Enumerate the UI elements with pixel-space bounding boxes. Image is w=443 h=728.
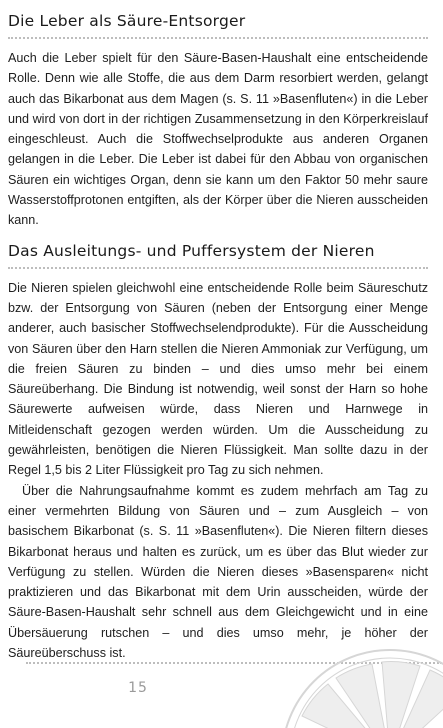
section-liver	[8, 12, 428, 231]
paragraph: Die Nieren spielen gleichwohl eine entscheidende Rolle beim Säureschutz bzw. der Entsorgung von Säuren (neben der Entsorgung einer Menge anderer, auch basischer Stoffwechselendprodukte). Für die Ausscheidung von Säuren über den Harn stellen die Nieren Ammoniak zur Verfügung, um die freien Säuren zu binden – und dies umso mehr bei einem Säureüberhang. Die Bindung ist notwendig, weil sonst der Harn so hohe Säurewerte aufweisen würde, dass Nieren und Harnwege in Mitleidenschaft gezogen werden würden. Um die Ausscheidung zu gewährleisten, benötigen die Nieren Flüssigkeit. Man sollte dazu in der Regel 1,5 bis 2 Liter Flüssigkeit pro Tag zu sich nehmen.	[8, 280, 428, 478]
section-heading-kidneys: Das Ausleitungs- und Puffersystem der Nieren	[8, 241, 375, 260]
heading-divider	[8, 37, 428, 39]
paragraph: Über die Nahrungsaufnahme kommt es zudem mehrfach am Tag zu einer vermehrten Bildung von Säuren und – zum Ausgleich – von basischem Bikarbonat (s. S. 11 »Basenfluten«). Die Nieren filtern dieses Bikarbonat heraus und halten es zurück, um es über das Blut wieder zur Verfügung zu stellen. Würden die Nieren dieses »Basensparen« nicht praktizieren und das Bikarbonat mit dem Urin ausscheiden, würde der Säure-Basen-Haushalt sehr schnell aus dem Gleichgewicht und in eine Übersäuerung rutschen – und dies umso mehr, je höher der Säureüberschuss ist.	[8, 483, 428, 661]
heading-divider	[8, 267, 428, 269]
page-content	[8, 12, 428, 663]
section-heading-liver: Die Leber als Säure-Entsorger	[8, 12, 246, 30]
citrus-slice-icon	[240, 648, 443, 728]
page-number: 15	[128, 680, 148, 696]
paragraph: Auch die Leber spielt für den Säure-Basen-Haushalt eine entscheidende Rolle. Denn wie alle Stoffe, die aus dem Darm resorbiert werden, gelangt auch das Bikarbonat aus dem Magen (s. S. 11 »Basenfluten«) in die Leber und wird von dort in der richtigen Zusammensetzung in den Körperkreislauf eingeschleust. Auch die Stoffwechselprodukte aus anderen Organen gelangen in die Leber. Die Leber ist dabei für den Abbau von organischen Säuren ein wichtiges Organ, denn sie kann um den Faktor 50 mehr saure Wasserstoffprotonen entgiften, als der Körper über die Nieren ausscheiden kann.	[8, 51, 428, 228]
section-kidneys	[8, 242, 428, 664]
